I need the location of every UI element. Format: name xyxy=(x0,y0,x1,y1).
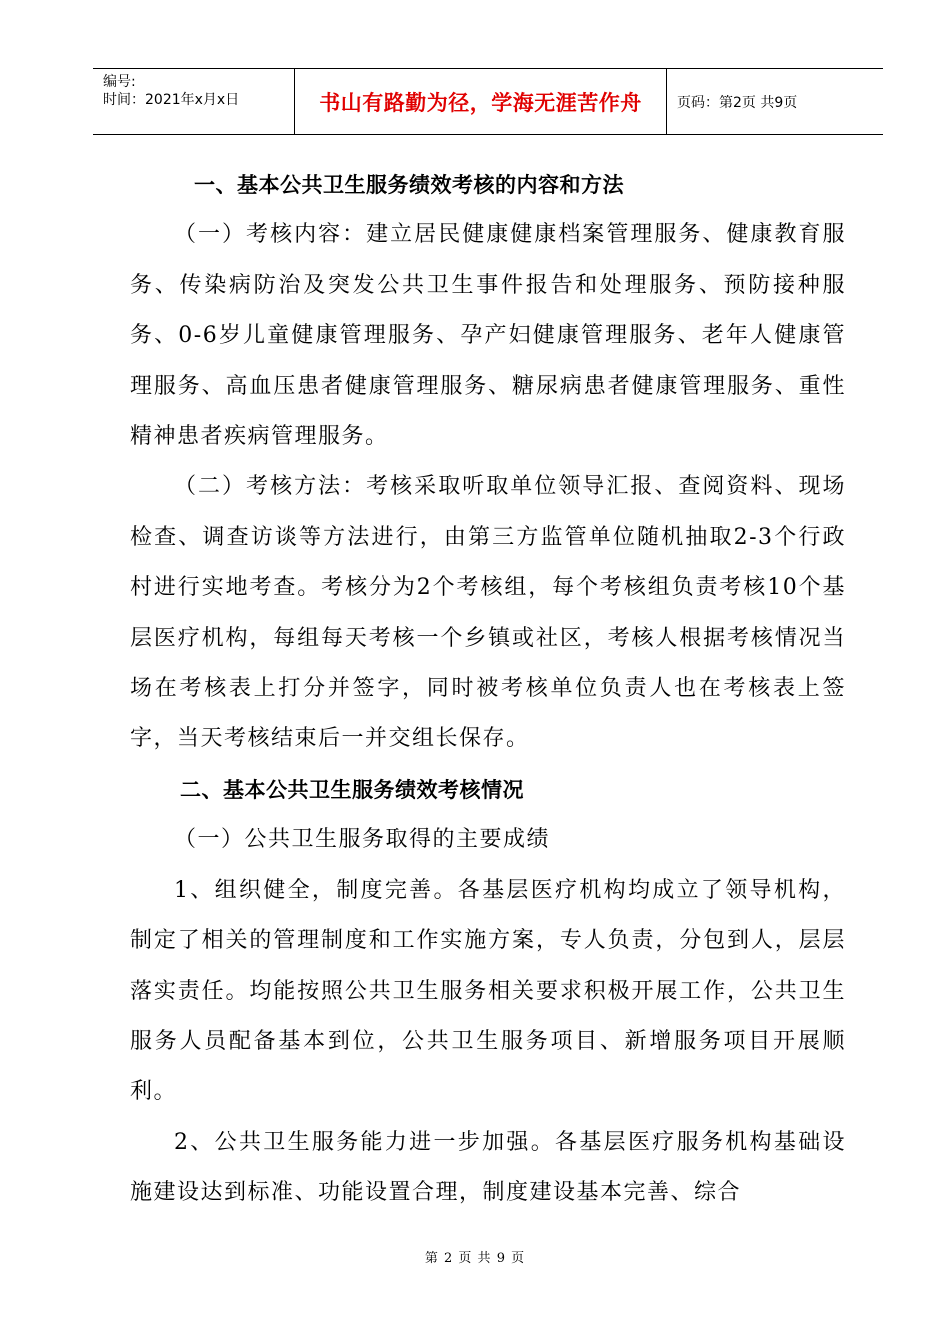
document-number-label: 编号: xyxy=(103,74,136,90)
paragraph-organization: 1、组织健全，制度完善。各基层医疗机构均成立了领导机构，制定了相关的管理制度和工作实施方案，专人负责，分包到人，层层落实责任。均能按照公共卫生服务相关要求积极开展工作，公共卫生服务人员配备基本到位，公共卫生服务项目、新增服务项目开展顺利。 xyxy=(130,877,846,1105)
document-body xyxy=(130,160,846,1219)
section-heading-1: 一、基本公共卫生服务绩效考核的内容和方法 xyxy=(194,173,624,197)
header-motto: 书山有路勤为径，学海无涯苦作舟 xyxy=(295,69,667,134)
paragraph-assessment-method: （二）考核方法：考核采取听取单位领导汇报、查阅资料、现场检查、调查访谈等方法进行，由第三方监管单位随机抽取2-3个行政村进行实地考查。考核分为2个考核组，每个考核组负责考核10个基层医疗机构，每组每天考核一个乡镇或社区，考核人根据考核情况当场在考核表上打分并签字，同时被考核单位负责人也在考核表上签字，当天考核结束后一并交组长保存。 xyxy=(130,474,846,752)
page-footer: 第 2 页 共 9 页 xyxy=(424,1251,526,1266)
paragraph-subheading-achievements: （一）公共卫生服务取得的主要成绩 xyxy=(174,827,551,853)
document-time-label: 时间：2021年x月x日 xyxy=(103,92,240,108)
paragraph-assessment-content: （一）考核内容：建立居民健康健康档案管理服务、健康教育服务、传染病防治及突发公共卫生事件报告和处理服务、预防接种服务、0-6岁儿童健康管理服务、孕产妇健康管理服务、老年人健康管理服务、高血压患者健康管理服务、糖尿病患者健康管理服务、重性精神患者疾病管理服务。 xyxy=(130,222,846,450)
header-page-number: 页码：第2页 共9页 xyxy=(677,94,798,111)
paragraph-capacity: 2、公共卫生服务能力进一步加强。各基层医疗服务机构基础设施建设达到标准、功能设置合理，制度建设基本完善、综合 xyxy=(130,1129,846,1206)
document-header xyxy=(93,68,883,135)
header-meta xyxy=(93,69,295,134)
section-heading-2: 二、基本公共卫生服务绩效考核情况 xyxy=(180,777,524,802)
